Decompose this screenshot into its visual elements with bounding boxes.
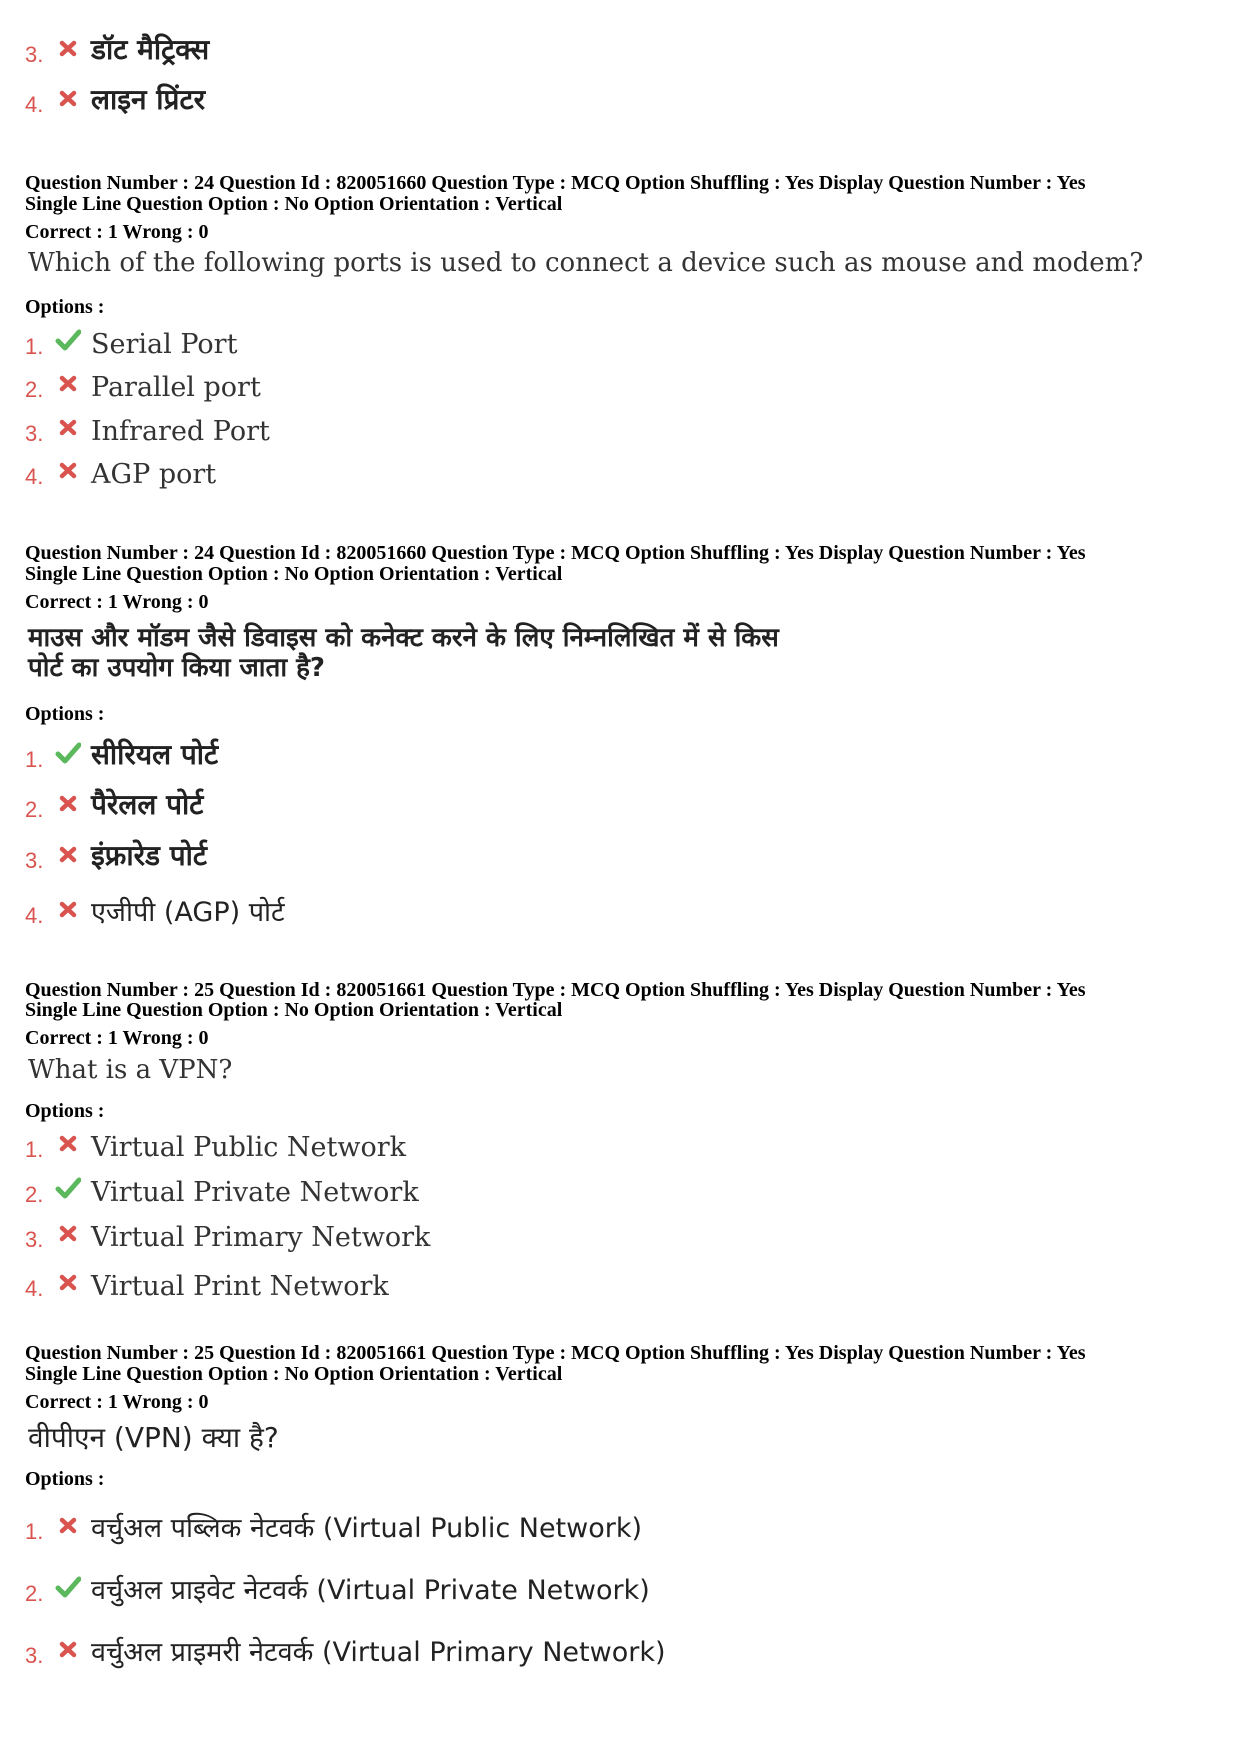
option-number: 1. [25,1519,44,1544]
question-meta-line-2: Single Line Question Option : No Option Orientation : Vertical [25,193,563,215]
option-number: 3. [25,42,44,67]
question-text-line-2: पोर्ट का उपयोग किया जाता है? [28,653,326,683]
check-icon [55,1175,81,1201]
option-text: डॉट मैट्रिक्स [91,33,210,66]
option-text: Virtual Private Network [91,1177,419,1208]
check-icon [55,327,81,353]
option-number: 1. [25,1137,44,1162]
option-text: Virtual Print Network [91,1271,389,1302]
option-number: 3. [25,421,44,446]
question-meta-line-1: Question Number : 25 Question Id : 820051661 Question Type : MCQ Option Shuffling : Yes Display Question Number : Yes [25,1342,1086,1364]
option-3 [25,1213,430,1253]
question-text: Which of the following ports is used to connect a device such as mouse and modem? [28,248,1144,278]
option-text: Virtual Primary Network [91,1222,431,1253]
option-3 [25,1629,666,1669]
option-text: Serial Port [91,329,238,360]
option-text: वर्चुअल प्राइमरी नेटवर्क (Virtual Primary Network) [91,1637,666,1668]
option-text: AGP port [91,459,217,490]
cross-icon [55,841,81,867]
cross-icon [55,414,81,440]
option-number: 3. [25,848,44,873]
option-number: 4. [25,1276,44,1301]
cross-icon [55,790,81,816]
question-meta-line-1: Question Number : 24 Question Id : 820051660 Question Type : MCQ Option Shuffling : Yes Display Question Number : Yes [25,542,1086,564]
option-number: 1. [25,747,44,772]
question-text-line-1: माउस और मॉडम जैसे डिवाइस को कनेक्ट करने के लिए निम्नलिखित में से किस [28,623,779,653]
option-1 [25,320,237,360]
option-number: 1. [25,334,44,359]
question-meta-line-1: Question Number : 24 Question Id : 820051660 Question Type : MCQ Option Shuffling : Yes Display Question Number : Yes [25,172,1086,194]
check-icon [55,740,81,766]
option-number: 4. [25,92,44,117]
cross-icon [55,1220,81,1246]
option-number: 3. [25,1227,44,1252]
option-number: 2. [25,797,44,822]
option-text: एजीपी (AGP) पोर्ट [91,897,285,928]
question-meta-line-2: Single Line Question Option : No Option Orientation : Vertical [25,1363,563,1385]
options-label: Options : [25,1468,105,1490]
options-label: Options : [25,703,105,725]
question-marks: Correct : 1 Wrong : 0 [25,221,209,243]
option-2 [25,783,203,823]
option-number: 3. [25,1643,44,1668]
cross-icon [55,1636,81,1662]
option-3 [25,834,207,874]
option-2 [25,363,261,403]
question-marks: Correct : 1 Wrong : 0 [25,591,209,613]
question-meta-line-2: Single Line Question Option : No Option Orientation : Vertical [25,563,563,585]
option-text: Infrared Port [91,416,270,447]
check-icon [55,1574,81,1600]
question-meta-line-2: Single Line Question Option : No Option Orientation : Vertical [25,999,563,1021]
cross-icon [55,1269,81,1295]
question-marks: Correct : 1 Wrong : 0 [25,1027,209,1049]
option-4 [25,1262,389,1302]
cross-icon [55,1512,81,1538]
question-marks: Correct : 1 Wrong : 0 [25,1391,209,1413]
cross-icon [55,35,81,61]
option-number: 2. [25,377,44,402]
question-text: What is a VPN? [28,1055,233,1085]
option-2 [25,1168,419,1208]
option-text: वर्चुअल प्राइवेट नेटवर्क (Virtual Private Network) [91,1575,650,1606]
options-label: Options : [25,1100,105,1122]
question-text: वीपीएन (VPN) क्या है? [28,1421,279,1454]
option-1 [25,733,218,773]
option-text: इंफ्रारेड पोर्ट [91,839,208,872]
option-text: सीरियल पोर्ट [91,738,219,771]
option-number: 4. [25,903,44,928]
question-meta-line-1: Question Number : 25 Question Id : 820051661 Question Type : MCQ Option Shuffling : Yes Display Question Number : Yes [25,979,1086,1001]
option-number: 2. [25,1182,44,1207]
options-label: Options : [25,296,105,318]
option-4 [25,889,285,929]
option-4 [25,78,205,118]
cross-icon [55,457,81,483]
cross-icon [55,1130,81,1156]
option-text: वर्चुअल पब्लिक नेटवर्क (Virtual Public Network) [91,1513,643,1544]
option-text: लाइन प्रिंटर [91,83,206,116]
option-text: पैरेलल पोर्ट [91,788,204,821]
option-4 [25,450,216,490]
cross-icon [55,370,81,396]
option-text: Virtual Public Network [91,1132,407,1163]
option-2 [25,1567,650,1607]
option-number: 2. [25,1581,44,1606]
option-3 [25,28,209,68]
cross-icon [55,85,81,111]
option-number: 4. [25,464,44,489]
option-1 [25,1505,642,1545]
option-text: Parallel port [91,372,261,403]
option-1 [25,1123,406,1163]
cross-icon [55,896,81,922]
option-3 [25,407,270,447]
